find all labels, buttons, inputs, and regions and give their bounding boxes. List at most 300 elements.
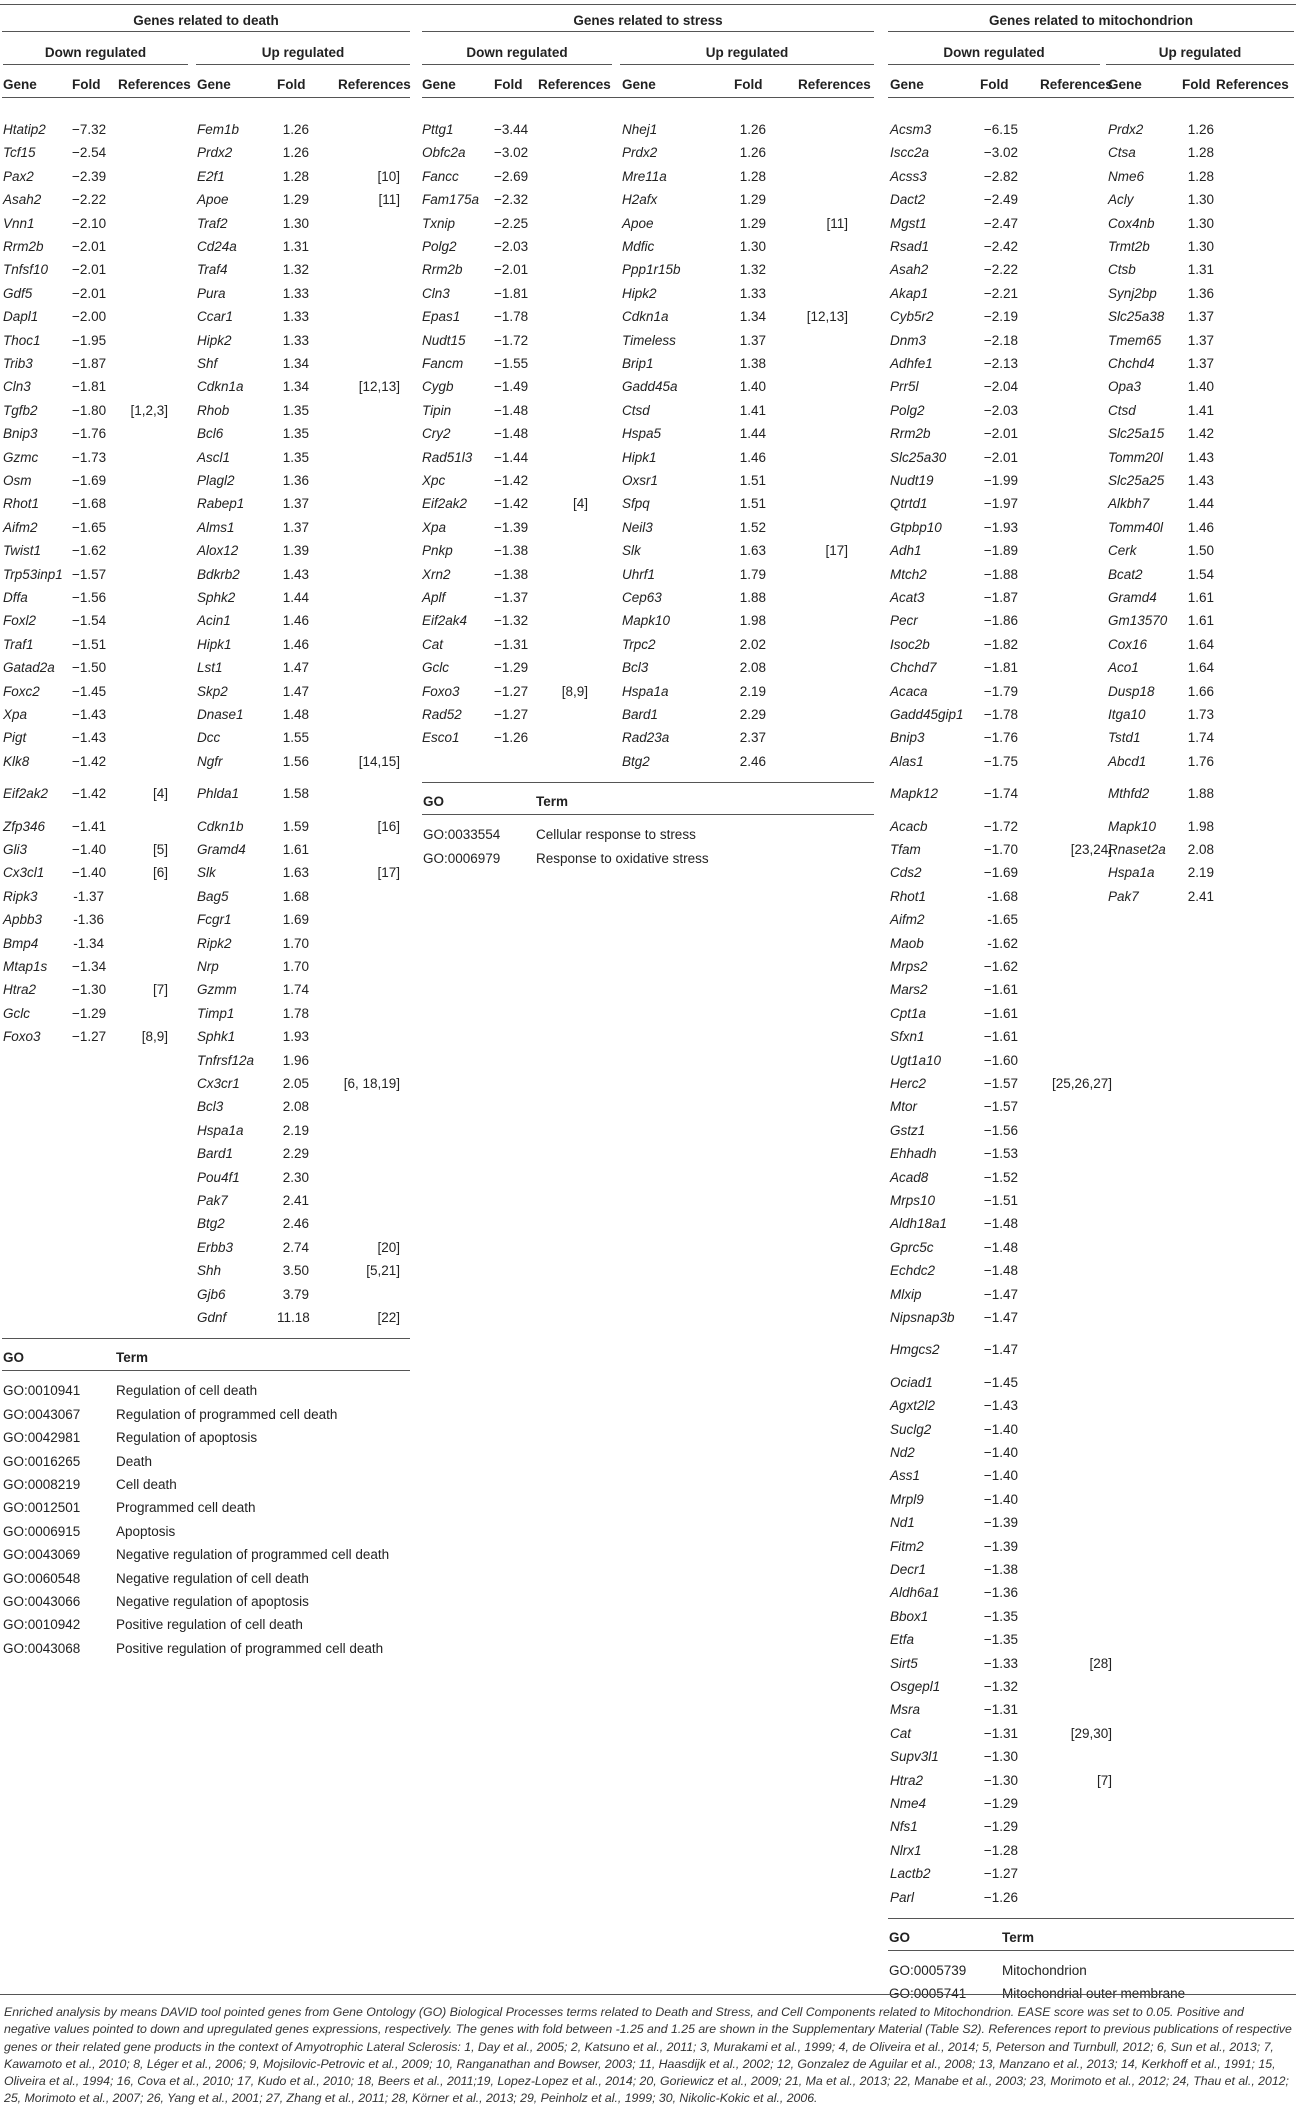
fold-value: 1.32 (739, 262, 766, 278)
up-regulated-label: Up regulated (705, 45, 789, 60)
gene-name: Esco1 (422, 730, 460, 746)
gene-name: Foxo3 (3, 1029, 41, 1045)
gene-name: Alms1 (197, 519, 235, 535)
gene-name: Ehhadh (890, 1146, 937, 1162)
fold-value: 1.48 (282, 707, 309, 722)
gene-name: Nme4 (890, 1796, 927, 1811)
gene-name: Alox12 (197, 543, 239, 559)
column-header-gene: Gene (3, 77, 37, 92)
fold-value: −1.40 (983, 1468, 1018, 1484)
gene-name: Bag5 (197, 888, 229, 904)
up-label-rule (196, 64, 410, 65)
fold-value: −2.03 (494, 239, 529, 254)
fold-value: −2.19 (983, 309, 1018, 325)
gene-name: Foxo3 (422, 683, 460, 699)
fold-value: 1.43 (1187, 449, 1214, 465)
gene-name: Cox4nb (1108, 215, 1155, 231)
fold-value: −1.76 (72, 426, 107, 442)
fold-value: 1.35 (282, 449, 309, 465)
fold-value: −1.31 (494, 636, 529, 652)
gene-name: Nudt15 (422, 332, 466, 348)
fold-value: −2.54 (72, 145, 107, 161)
fold-value: −3.02 (983, 145, 1018, 161)
fold-value: -1.62 (987, 935, 1018, 951)
fold-value: 1.46 (739, 449, 766, 465)
column-header-references: References (1040, 77, 1113, 92)
gene-name: Trp53inp1 (3, 566, 63, 582)
fold-value: −2.25 (494, 215, 529, 231)
fold-value: 1.98 (739, 613, 766, 629)
fold-value: 1.34 (282, 356, 309, 371)
fold-value: −1.78 (494, 309, 529, 325)
down-regulated-label: Down regulated (44, 45, 147, 60)
gene-name: Rsad1 (890, 239, 930, 254)
gene-name: Cln3 (422, 285, 450, 301)
go-header-rule (888, 1950, 1294, 1951)
gene-name: Lst1 (197, 660, 223, 676)
go-term: Cell death (116, 1477, 177, 1492)
gene-name: Nudt19 (890, 473, 934, 488)
gene-name: Rrm2b (3, 239, 44, 254)
gene-name: Acin1 (197, 613, 231, 629)
fold-value: −6.15 (983, 122, 1018, 137)
fold-value: 1.40 (1187, 379, 1214, 395)
fold-value: 1.33 (282, 285, 309, 301)
fold-value: 1.30 (739, 239, 766, 254)
fold-value: 1.74 (1187, 730, 1214, 746)
gene-name: Slc25a15 (1108, 426, 1165, 442)
fold-value: −1.36 (983, 1585, 1018, 1601)
go-header-rule (422, 814, 874, 815)
fold-value: 1.28 (739, 168, 766, 184)
reference: [5] (152, 842, 168, 857)
fold-value: −2.18 (983, 332, 1018, 348)
fold-value: 1.34 (739, 309, 766, 325)
fold-value: −1.42 (494, 496, 529, 512)
column-header-fold: Fold (494, 77, 523, 92)
gene-name: Mapk10 (1108, 818, 1157, 834)
fold-value: 1.44 (282, 590, 309, 605)
reference: [8,9] (141, 1029, 168, 1045)
reference: [28] (1089, 1655, 1112, 1671)
fold-value: −1.72 (983, 818, 1018, 834)
gene-name: Gli3 (3, 842, 28, 857)
fold-value: −2.42 (983, 239, 1018, 254)
gene-name: Hipk2 (197, 332, 232, 348)
fold-value: −3.44 (494, 122, 529, 137)
fold-value: 1.33 (282, 332, 309, 348)
gene-name: Gzmc (3, 449, 39, 465)
fold-value: 1.98 (1187, 818, 1214, 834)
gene-name: Prdx2 (197, 145, 233, 161)
gene-name: Ctsd (1108, 402, 1136, 418)
fold-value: 1.26 (282, 122, 309, 137)
gene-name: Gramd4 (197, 842, 246, 857)
fold-value: 2.08 (739, 660, 766, 676)
fold-value: 2.37 (739, 730, 766, 746)
gene-name: Nrp (197, 959, 219, 974)
fold-value: 1.61 (1187, 613, 1214, 629)
fold-value: −2.22 (983, 262, 1018, 278)
gene-name: Sphk1 (197, 1029, 236, 1045)
gene-name: Nme6 (1108, 168, 1145, 184)
gene-name: Dnm3 (890, 332, 927, 348)
fold-value: 11.18 (277, 1310, 310, 1325)
fold-value: −1.38 (494, 566, 529, 582)
up-regulated-label: Up regulated (261, 45, 345, 60)
down-label-rule (888, 64, 1100, 65)
gene-name: Rnaset2a (1108, 842, 1166, 857)
fold-value: −2.13 (983, 356, 1018, 371)
fold-value: 2.30 (282, 1169, 309, 1185)
reference: [16] (377, 818, 400, 834)
fold-value: 1.26 (739, 122, 766, 137)
gene-name: Nfs1 (890, 1819, 918, 1835)
gene-name: Timeless (622, 332, 676, 348)
fold-value: −1.82 (983, 636, 1018, 652)
go-header-id: GO (889, 1930, 911, 1945)
gene-name: Osm (3, 473, 32, 488)
fold-value: 1.31 (282, 239, 309, 254)
fold-value: −2.82 (983, 168, 1018, 184)
reference: [7] (1096, 1772, 1112, 1788)
gene-name: Tstd1 (1108, 730, 1141, 746)
gene-name: Gdf5 (3, 285, 33, 301)
section-title: Genes related to death (133, 13, 279, 28)
fold-value: 1.42 (1187, 426, 1214, 442)
table-footnote: Enriched analysis by means DAVID tool pointed genes from Gene Ontology (GO) Biological Processes terms related to Death and Stress, and Cell Components related to Mitochondrion. EASE score was set to 0.05. Positive and negative values pointed to down and upregulated genes expressions, respectively. The genes with fold between -1.25 and 1.25 are shown in the Supplementary Material (Table S2). References report to previous publications of respective genes or their related gene products in the context of Amyotrophic Lateral Sclerosis: 1, Day et al., 2005; 2, Katsuno et al., 2011; 3, Murakami et al., 1999; 4, de Oliveira et al., 2014; 5, Peterson and Turnbull, 2012; 6, Sun et al., 2013; 7, Kawamoto et al., 2010; 8, Léger et al., 2006; 9, Mojsilovic-Petrovic et al., 2009; 10, Ranganathan and Bowser, 2003; 11, Haasdijk et al., 2002; 12, Gonzalez de Aguilar et al., 2008; 13, Manzano et al., 2013; 14, Kerkhoff et al., 1991; 15, Oliveira et al., 1994; 16, Cova et al., 2010; 17, Kudo et al., 2010; 18, Beers et al., 2011;19, Lopez-Lopez et al., 2014; 20, Goriewicz et al., 2009; 21, Ma et al., 2013; 22, Manabe et al., 2003; 23, Morimoto et al., 2012; 24, Thau et al., 2012; 25, Morimoto et al., 2007; 26, Yang et al., 2001; 27, Zhang et al., 2011; 28, Körner et al., 2013; 29, Peinholz et al., 1999; 30, Nikolic-Kokic et al., 2006. (4, 2005, 1292, 2106)
fold-value: 1.47 (282, 683, 309, 699)
fold-value: 2.46 (739, 753, 766, 769)
reference: [25,26,27] (1051, 1076, 1112, 1091)
fold-value: −1.80 (72, 402, 107, 418)
gene-name: Pigt (3, 730, 27, 746)
gene-name: Gdnf (197, 1310, 227, 1325)
go-id: GO:0005741 (889, 1986, 967, 2002)
fold-value: −1.95 (72, 332, 107, 348)
column-header-fold: Fold (72, 77, 101, 92)
gene-name: Bard1 (197, 1146, 234, 1162)
gene-name: Gtpbp10 (890, 519, 942, 535)
fold-value: 1.54 (1187, 566, 1214, 582)
go-term: Negative regulation of programmed cell death (116, 1547, 390, 1563)
fold-value: -1.36 (73, 912, 104, 928)
fold-value: −1.41 (72, 818, 107, 834)
gene-name: Mtch2 (890, 566, 927, 582)
gene-name: H2afx (622, 192, 658, 208)
fold-value: −1.26 (494, 730, 529, 746)
gene-name: Bcl6 (197, 426, 224, 442)
gene-name: Supv3l1 (890, 1749, 939, 1765)
gene-name: Twist1 (3, 543, 42, 559)
gene-name: Brip1 (622, 356, 654, 371)
gene-name: Cdkn1a (622, 309, 669, 325)
fold-value: 1.63 (282, 865, 309, 881)
fold-value: 1.37 (1187, 332, 1214, 348)
fold-value: −2.04 (983, 379, 1018, 395)
fold-value: 1.61 (282, 842, 309, 857)
fold-value: −2.32 (494, 192, 529, 208)
go-id: GO:0043066 (3, 1594, 81, 1609)
gene-name: Gclc (3, 1005, 30, 1021)
reference: [8,9] (561, 683, 588, 699)
fold-value: −2.01 (72, 285, 107, 301)
go-id: GO:0010941 (3, 1383, 81, 1399)
gene-name: Rad51l3 (422, 449, 473, 465)
gene-name: Cx3cl1 (3, 865, 45, 881)
fold-value: −1.52 (983, 1169, 1018, 1185)
fold-value: −2.47 (983, 215, 1018, 231)
gene-name: Mapk12 (890, 786, 939, 802)
fold-value: −1.48 (983, 1263, 1018, 1279)
gene-name: Mars2 (890, 982, 928, 998)
fold-value: −1.62 (983, 959, 1018, 974)
gene-name: Hspa1a (1108, 865, 1155, 881)
fold-value: 1.46 (1187, 519, 1214, 535)
gene-name: Rabep1 (197, 496, 245, 512)
fold-value: −1.38 (494, 543, 529, 559)
fold-value: 3.79 (282, 1286, 309, 1302)
fold-value: −1.40 (983, 1445, 1018, 1460)
gene-name: Alas1 (890, 753, 924, 769)
fold-value: −1.78 (983, 707, 1018, 722)
gene-name: Qtrtd1 (890, 496, 928, 512)
gene-name: Foxl2 (3, 613, 37, 629)
fold-value: −1.76 (983, 730, 1018, 746)
gene-name: Hipk2 (622, 285, 657, 301)
gene-name: Polg2 (890, 402, 925, 418)
gene-name: Foxc2 (3, 683, 40, 699)
reference: [23,24] (1070, 842, 1112, 857)
fold-value: −1.75 (983, 753, 1018, 769)
fold-value: -1.65 (987, 912, 1018, 928)
fold-value: −1.81 (983, 660, 1018, 676)
gene-name: Slc25a30 (890, 449, 947, 465)
gene-name: Pecr (890, 613, 918, 629)
gene-name: Rad23a (622, 730, 670, 746)
fold-value: −1.48 (983, 1239, 1018, 1255)
fold-value: −1.31 (983, 1702, 1018, 1718)
fold-value: −1.50 (72, 660, 107, 676)
fold-value: 1.47 (282, 660, 309, 676)
gene-name: Ppp1r15b (622, 262, 681, 278)
gene-name: Cpt1a (890, 1005, 927, 1021)
fold-value: −1.27 (494, 707, 529, 722)
reference: [7] (152, 982, 168, 998)
gene-name: Neil3 (622, 519, 653, 535)
gene-name: Trmt2b (1108, 239, 1150, 254)
gene-name: Aldh6a1 (890, 1585, 940, 1601)
gene-name: Herc2 (890, 1076, 927, 1091)
fold-value: 1.43 (282, 566, 309, 582)
gene-name: Slc25a25 (1108, 473, 1165, 488)
fold-value: −2.39 (72, 168, 107, 184)
fold-value: 2.02 (739, 636, 766, 652)
fold-value: 2.46 (282, 1216, 309, 1232)
gene-name: Maob (890, 935, 924, 951)
gene-name: Dact2 (890, 192, 926, 208)
gene-name: Bcat2 (1108, 566, 1143, 582)
fold-value: 2.41 (282, 1193, 309, 1208)
fold-value: −1.69 (983, 865, 1018, 881)
column-header-fold: Fold (734, 77, 763, 92)
gene-name: Xrn2 (422, 566, 451, 582)
fold-value: 2.08 (1187, 842, 1214, 857)
reference: [12,13] (358, 379, 400, 395)
gene-name: Bmp4 (3, 935, 39, 951)
gene-name: Eif2ak4 (422, 613, 468, 629)
go-id: GO:0042981 (3, 1430, 81, 1446)
fold-value: −1.26 (983, 1889, 1018, 1905)
go-term: Response to oxidative stress (536, 850, 709, 866)
gene-name: Prr5l (890, 379, 919, 395)
fold-value: 1.68 (282, 888, 309, 904)
fold-value: 1.36 (1187, 285, 1214, 301)
fold-value: 2.74 (282, 1239, 309, 1255)
header-rule (2, 97, 410, 98)
gene-name: Echdc2 (890, 1263, 936, 1279)
fold-value: 1.37 (1187, 309, 1214, 325)
fold-value: −2.21 (983, 285, 1018, 301)
top-rule (0, 4, 1296, 5)
gene-name: Rad52 (422, 707, 462, 722)
fold-value: -1.37 (73, 888, 104, 904)
go-id: GO:0043069 (3, 1547, 81, 1563)
fold-value: −1.53 (983, 1146, 1018, 1162)
gene-name: Skp2 (197, 683, 228, 699)
gene-name: Zfp346 (3, 818, 46, 834)
fold-value: −1.86 (983, 613, 1018, 629)
gene-name: Ctsa (1108, 145, 1136, 161)
section-title-rule (422, 31, 874, 32)
gene-name: Slk (622, 543, 641, 559)
gene-name: Bnip3 (3, 426, 38, 442)
fold-value: −1.61 (983, 982, 1018, 998)
up-label-rule (1106, 64, 1294, 65)
go-id: GO:0060548 (3, 1570, 81, 1586)
fold-value: 1.38 (739, 356, 766, 371)
gene-name: Aplf (422, 590, 446, 605)
gene-name: Ripk3 (3, 888, 38, 904)
fold-value: 1.29 (739, 215, 766, 231)
gene-name: Dusp18 (1108, 683, 1155, 699)
gene-name: Btg2 (622, 753, 650, 769)
down-regulated-label: Down regulated (466, 45, 568, 60)
gene-name: Uhrf1 (622, 566, 656, 582)
gene-name: Sfpq (622, 496, 650, 512)
fold-value: 1.30 (1187, 239, 1214, 254)
reference: [10] (377, 168, 400, 184)
fold-value: −1.27 (983, 1866, 1018, 1882)
gene-name: Acaca (890, 683, 928, 699)
fold-value: 1.96 (282, 1052, 309, 1068)
fold-value: −1.93 (983, 519, 1018, 535)
column-header-references: References (1216, 77, 1289, 92)
fold-value: −1.56 (72, 590, 107, 605)
fold-value: −1.29 (983, 1819, 1018, 1835)
fold-value: 1.88 (739, 590, 766, 605)
fold-value: 1.26 (1187, 122, 1214, 137)
gene-name: Prdx2 (1108, 122, 1144, 137)
fold-value: 1.33 (282, 309, 309, 325)
gene-name: Gadd45a (622, 379, 678, 395)
gene-name: Hspa1a (622, 683, 669, 699)
gene-name: Bcl3 (622, 660, 649, 676)
gene-name: Fam175a (422, 192, 480, 208)
gene-name: Fancc (422, 168, 459, 184)
fold-value: −1.51 (72, 636, 107, 652)
section-title-rule (888, 31, 1294, 32)
go-term: Negative regulation of apoptosis (116, 1594, 309, 1609)
gene-name: Plagl2 (197, 473, 235, 488)
gene-name: Cep63 (622, 590, 662, 605)
fold-value: 1.61 (1187, 590, 1214, 605)
fold-value: −1.51 (983, 1193, 1018, 1208)
fold-value: 1.70 (282, 959, 309, 974)
gene-name: Msra (890, 1702, 920, 1718)
gene-name: Txnip (422, 215, 456, 231)
section-title: Genes related to stress (573, 13, 723, 28)
fold-value: 1.79 (739, 566, 766, 582)
gene-name: Itga10 (1108, 707, 1146, 722)
fold-value: 1.30 (282, 215, 309, 231)
gene-name: Obfc2a (422, 145, 466, 161)
fold-value: 2.41 (1187, 888, 1214, 904)
gene-name: Mapk10 (622, 613, 671, 629)
column-header-fold: Fold (277, 77, 306, 92)
fold-value: 1.28 (1187, 168, 1214, 184)
gene-name: Sfxn1 (890, 1029, 925, 1045)
fold-value: −7.32 (72, 122, 107, 137)
reference: [12,13] (806, 309, 848, 325)
column-header-gene: Gene (1108, 77, 1142, 92)
gene-name: Trpc2 (622, 636, 656, 652)
gene-name: Hspa5 (622, 426, 662, 442)
fold-value: 1.29 (739, 192, 766, 208)
gene-name: Aifm2 (890, 912, 925, 928)
fold-value: −1.47 (983, 1310, 1018, 1325)
fold-value: −3.02 (494, 145, 529, 161)
go-id: GO:0008219 (3, 1477, 81, 1492)
fold-value: 1.32 (282, 262, 309, 278)
reference: [17] (377, 865, 400, 881)
reference: [20] (377, 1239, 400, 1255)
fold-value: −1.69 (72, 473, 107, 488)
gene-name: Cat (422, 636, 444, 652)
gene-name: Sirt5 (890, 1655, 918, 1671)
gene-name: Pttg1 (422, 122, 454, 137)
fold-value: 2.19 (739, 683, 766, 699)
gene-name: Nd1 (890, 1515, 915, 1531)
reference: [17] (825, 543, 848, 559)
fold-value: −1.30 (983, 1749, 1018, 1765)
gene-name: Hipk1 (622, 449, 657, 465)
fold-value: −1.81 (494, 285, 529, 301)
gene-name: Tfam (890, 842, 921, 857)
go-top-rule (2, 1338, 410, 1339)
gene-name: Bnip3 (890, 730, 925, 746)
fold-value: −1.35 (983, 1608, 1018, 1624)
fold-value: −1.48 (983, 1216, 1018, 1232)
fold-value: −1.28 (983, 1842, 1018, 1858)
go-id: GO:0012501 (3, 1500, 81, 1516)
fold-value: −1.87 (72, 356, 107, 371)
gene-name: Ripk2 (197, 935, 232, 951)
fold-value: −1.40 (983, 1491, 1018, 1507)
gene-name: Shf (197, 356, 218, 371)
reference: [6, 18,19] (343, 1076, 400, 1091)
gene-name: Timp1 (197, 1005, 235, 1021)
